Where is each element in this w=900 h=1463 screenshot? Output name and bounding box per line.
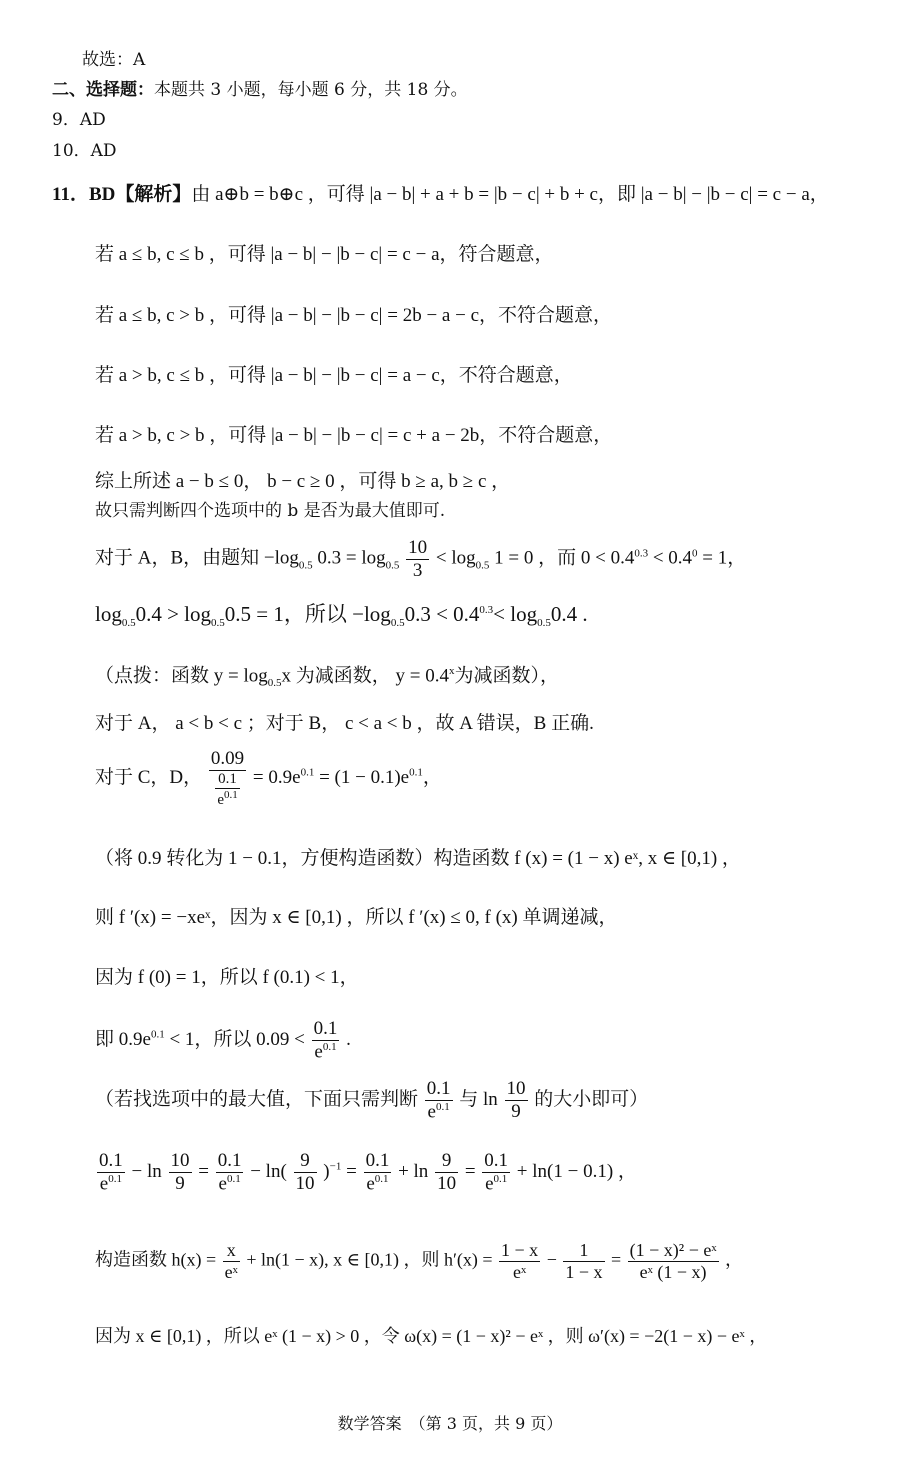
- summary-line: 综上所述 a − b ≤ 0， b − c ≥ 0 ，可得 b ≥ a, b ≥ c ，: [95, 471, 511, 492]
- construct-f: （将 0.9 转化为 1 − 0.1，方便构造函数）构造函数 f (x) = (1 − x) eˣ, x ∈ [0,1) ，: [95, 848, 741, 869]
- conclusion-line: 故只需判断四个选项中的 b 是否为最大值即可.: [95, 501, 446, 521]
- section-heading: 二、选择题：本题共 3 小题，每小题 6 分，共 18 分。: [52, 80, 468, 100]
- derivative-f: 则 f ′(x) = −xeˣ，因为 x ∈ [0,1) ，所以 f ′(x) ≤ 0, f (x) 单调递减，: [95, 907, 618, 928]
- log-comparison: $\log_{0.5}0.4 > \log_{0.5}0.5 = 1$，所以 $-\log_{0.5}0.3 < 0.4^{0.3}< \log_{0.5}0.4$ .: [95, 602, 588, 630]
- answer-10: 10．AD: [52, 141, 117, 161]
- hint-line: （点拨：函数 $y = \log_{0.5}x$ 为减函数， $y = 0.4^x$为减函数），: [95, 665, 559, 690]
- inequality-result: 即 $0.9e^{0.1} < 1$，所以 0.09 < $\frac{0.1}{e^{0.1}}$ .: [95, 1018, 351, 1063]
- answer-11-intro: 11．BD【解析】由 a⊕b = b⊕c ，可得 |a − b| + a + b = |b − c| + b + c，即 |a − b| − |b − c| = c − a，: [52, 184, 829, 205]
- answer-9: 9．AD: [52, 110, 106, 130]
- case-2: 若 a ≤ b, c > b ，可得 |a − b| − |b − c| = 2b − a − c，不符合题意，: [95, 305, 612, 326]
- option-ab-conclusion: 对于 A， a < b < c ；对于 B， c < a < b ，故 A 错误，B 正确.: [95, 713, 594, 734]
- omega-definition: 因为 x ∈ [0,1) ，所以 eˣ (1 − x) > 0 ，令 ω(x) = (1 − x)² − eˣ ，则 ω′(x) = −2(1 − x) − eˣ ，: [95, 1326, 768, 1346]
- construct-h: 构造函数 h(x) = $\frac{x}{\text{eˣ}}$ + ln(1 − x), x ∈ [0,1) ，则 h′(x) = $\frac{1 - x}{\text{eˣ}}$ − $\frac{1}{1 - x}$ = $\frac{\text{(1 − x)² − eˣ}}{\text{eˣ (1 − x)}}$ ，: [95, 1240, 744, 1282]
- max-value-note: （若找选项中的最大值，下面只需判断 $\frac{0.1}{e^{0.1}}$ 与 ln $\frac{10}{9}$ 的大小即可）: [95, 1078, 649, 1123]
- difference-expression: $\frac{0.1}{e^{0.1}}$ − ln $\frac{10}{9}$ = $\frac{0.1}{e^{0.1}}$ − ln( $\frac{9}{10}$ )$^{-1}$ = $\frac{0.1}{e^{0.1}}$ + ln $\frac{9}{10}$ = $\frac{0.1}{e^{0.1}}$ + ln(1 − 0.1) ，: [99, 1150, 637, 1195]
- page-footer: 数学答案 （第 3 页，共 9 页）: [337, 1414, 563, 1433]
- case-3: 若 a > b, c ≤ b ，可得 |a − b| − |b − c| = a − c，不符合题意，: [95, 365, 573, 386]
- case-1: 若 a ≤ b, c ≤ b ，可得 |a − b| − |b − c| = c − a，符合题意，: [95, 244, 554, 265]
- case-4: 若 a > b, c > b ，可得 |a − b| − |b − c| = c + a − 2b，不符合题意，: [95, 425, 613, 446]
- option-ab-line: 对于 A，B，由题知 $-\log_{0.5}$ $0.3 = \log_{0.5}$ $\frac{10}{3}$ < $\log_{0.5} 1 = 0$ ，而 $0 < 0.4^{0.3} < 0.4^0 = 1$，: [95, 537, 747, 581]
- option-cd-line: 对于 C，D， $\frac{0.09}{\frac{0.1}{e^{0.1}}}$ = $0.9e^{0.1} = (1 - 0.1)e^{0.1}$，: [95, 748, 442, 809]
- answer-line-choice: 故选：A: [82, 50, 146, 70]
- f-values: 因为 f (0) = 1，所以 f (0.1) < 1，: [95, 967, 359, 988]
